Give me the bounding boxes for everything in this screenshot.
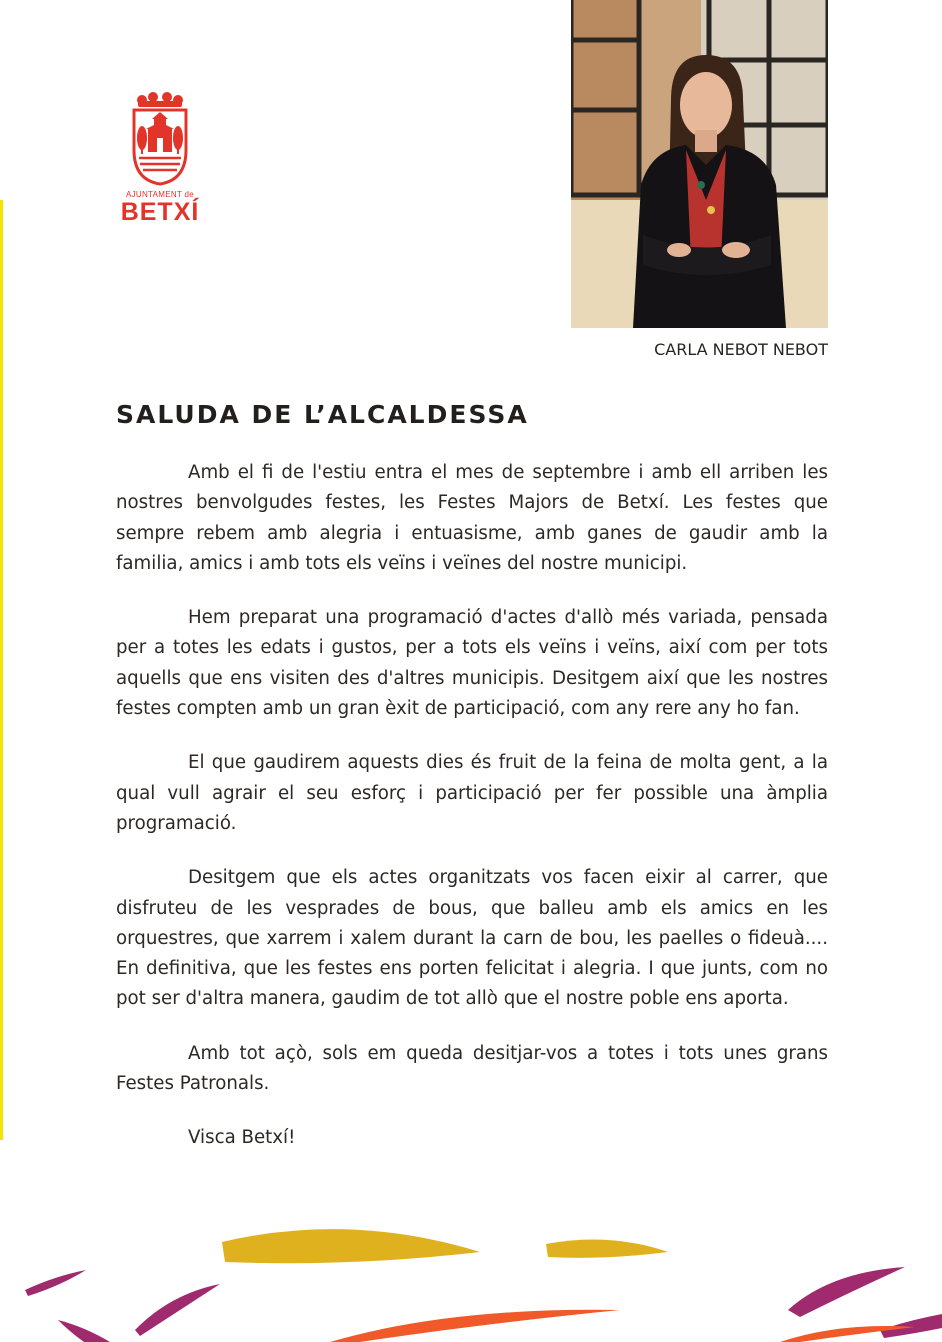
coat-of-arms-icon	[112, 92, 208, 188]
paragraph: Amb el fi de l'estiu entra el mes de septembre i amb ell arriben les nostres benvolgudes festes, les Festes Majors de Betxí. Les festes que sempre rebem amb alegria i entuasisme, amb ganes de gaudir amb la familia, amics i amb tots els veïns i veïnes del nostre municipi.	[116, 462, 828, 574]
article-body	[116, 458, 828, 1154]
page-title: SALUDA DE L’ALCALDESSA	[116, 400, 529, 429]
closing-line: Visca Betxí!	[188, 1127, 296, 1149]
photo-caption: CARLA NEBOT NEBOT	[654, 340, 828, 359]
logo-name: BETXÍ	[120, 198, 200, 226]
paragraph: Desitgem que els actes organitzats vos facen eixir al carrer, que disfruteu de les vesprades de bous, que balleu amb els amics en les orquestres, que xarrem i xalem durant la carn de bou, les paelles o fideuà.... En definitiva, que les festes ens porten felicitat i alegria. I que junts, com no pot ser d'altra manera, gaudim de tot allò que el nostre poble ens aporta.	[116, 867, 828, 1010]
mayor-photo	[571, 0, 828, 328]
left-edge-stripe	[0, 200, 3, 1140]
logo-caption: AJUNTAMENT de	[125, 190, 195, 199]
betxi-logo	[112, 92, 208, 232]
decorative-brushstrokes	[0, 1212, 942, 1342]
paragraph: El que gaudirem aquests dies és fruit de la feina de molta gent, a la qual vull agrair el seu esforç i participació per fer possible una àmplia programació.	[116, 752, 828, 834]
paragraph: Amb tot açò, sols em queda desitjar-vos a totes i tots unes grans Festes Patronals.	[116, 1042, 828, 1095]
paragraph: Hem preparat una programació d'actes d'allò més variada, pensada per a totes les edats i gustos, per a tots els veïns i veïns, així com per tots aquells que ens visiten des d'altres municipis. Desitgem així que les nostres festes compten amb un gran èxit de participació, com any rere any ho fan.	[116, 607, 828, 720]
